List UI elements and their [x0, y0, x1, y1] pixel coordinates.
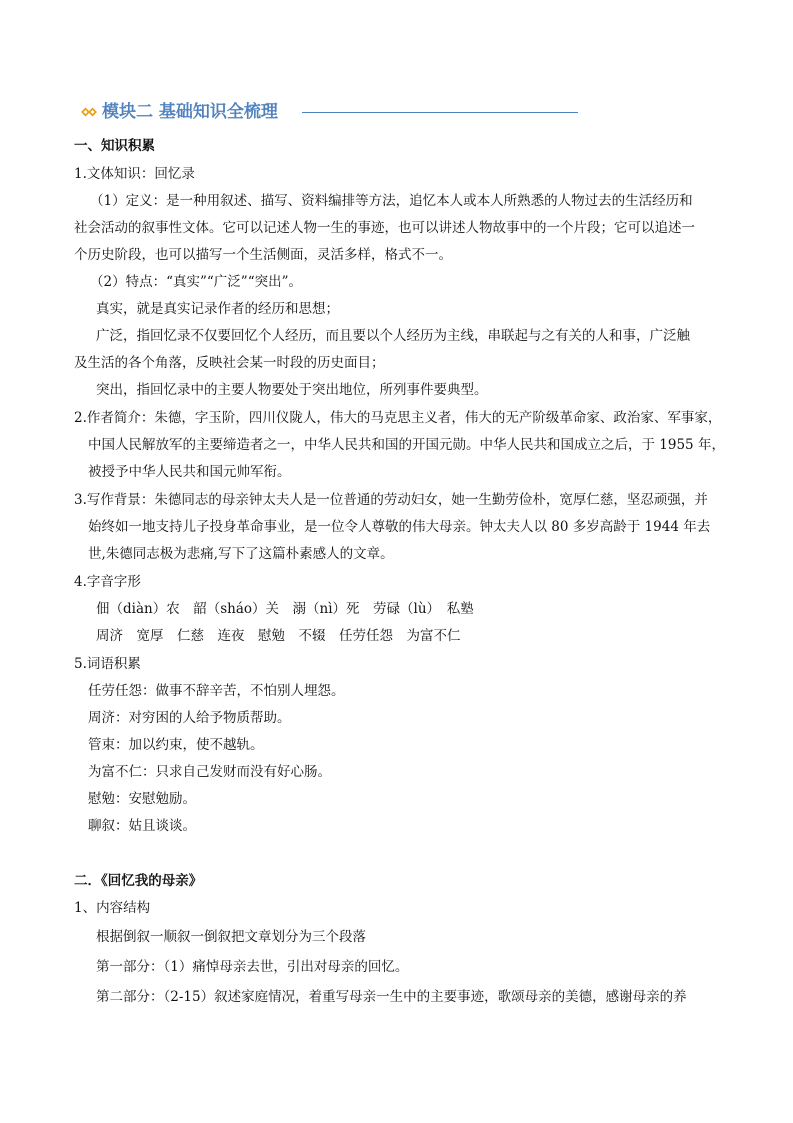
vocab-entry: 管束：加以约束，使不越轨。	[88, 737, 264, 753]
writing-background: 3.写作背景：朱德同志的母亲钟太夫人是一位普通的劳动妇女，她一生勤劳俭朴，宽厚仁慈，坚忍顽强，并	[74, 492, 708, 508]
feature-true: 真实，就是真实记录作者的经历和思想；	[96, 301, 339, 317]
module-header	[80, 100, 580, 124]
module-title-rule	[302, 112, 578, 113]
section1-heading: 一、知识积累	[74, 138, 155, 154]
vocab-entry: 周济：对穷困的人给予物质帮助。	[88, 710, 291, 726]
section2-heading: 二．《回忆我的母亲》	[74, 873, 203, 889]
pronunciation-row: 佃（diàn）农 韶（sháo）关 溺（nì）死 劳碌（lù） 私塾	[96, 601, 474, 617]
author-intro: 中国人民解放军的主要缔造者之一，中华人民共和国的开国元勋。中华人民共和国成立之后，于 1955 年，	[88, 437, 725, 453]
features-line: （2）特点：“真实”“广泛”“突出”。	[90, 274, 302, 290]
vocab-entry: 聊叙：姑且谈谈。	[88, 818, 196, 834]
writing-background: 始终如一地支持儿子投身革命事业，是一位令人尊敬的伟大母亲。钟太夫人以 80 多岁高龄于 1944 年去	[88, 519, 711, 535]
feature-outstanding: 突出，指回忆录中的主要人物要处于突出地位，所列事件要典型。	[96, 382, 488, 398]
feature-broad: 及生活的各个角落，反映社会某一时段的历史面目；	[74, 355, 385, 371]
author-intro: 被授予中华人民共和国元帅军衔。	[88, 464, 291, 480]
structure-line: 根据倒叙一顺叙一倒叙把文章划分为三个段落	[96, 929, 366, 945]
characters-row: 周济 宽厚 仁慈 连夜 慰勉 不辍 任劳任怨 为富不仁	[96, 628, 461, 644]
item1-label: 1.文体知识：回忆录	[74, 166, 195, 182]
author-intro: 2.作者简介：朱德，字玉阶，四川仪陇人，伟大的马克思主义者，伟大的无产阶级革命家、政治家、军事家，	[74, 410, 722, 426]
structure-line: 第一部分：（1）痛悼母亲去世，引出对母亲的回忆。	[96, 959, 409, 975]
vocab-entry: 慰勉：安慰勉励。	[88, 791, 196, 807]
structure-line: 第二部分：（2-15）叙述家庭情况，着重写母亲一生中的主要事迹，歌颂母亲的美德，感谢母亲的养	[96, 989, 687, 1005]
module-title: 模块二 基础知识全梳理	[102, 102, 278, 122]
content-structure-label: 1、内容结构	[74, 900, 151, 916]
definition-line: 社会活动的叙事性文体。它可以记述人物一生的事迹，也可以讲述人物故事中的一个片段；它可以追述一	[74, 220, 695, 236]
vocab-entry: 为富不仁：只求自己发财而没有好心肠。	[88, 764, 331, 780]
definition-line: 个历史阶段，也可以描写一个生活侧面，灵活多样，格式不一。	[74, 247, 452, 263]
writing-background: 世,朱德同志极为悲痛,写下了这篇朴素感人的文章。	[88, 546, 394, 562]
definition-line: （1）定义：是一种用叙述、描写、资料编排等方法，追忆本人或本人所熟悉的人物过去的生活经历和	[90, 193, 693, 209]
item4-label: 4.字音字形	[74, 574, 141, 590]
double-diamond-icon	[80, 103, 98, 121]
item5-label: 5.词语积累	[74, 656, 141, 672]
feature-broad: 广泛，指回忆录不仅要回忆个人经历，而且要以个人经历为主线，串联起与之有关的人和事，广泛触	[96, 328, 690, 344]
vocab-entry: 任劳任怨：做事不辞辛苦，不怕别人埋怨。	[88, 683, 345, 699]
